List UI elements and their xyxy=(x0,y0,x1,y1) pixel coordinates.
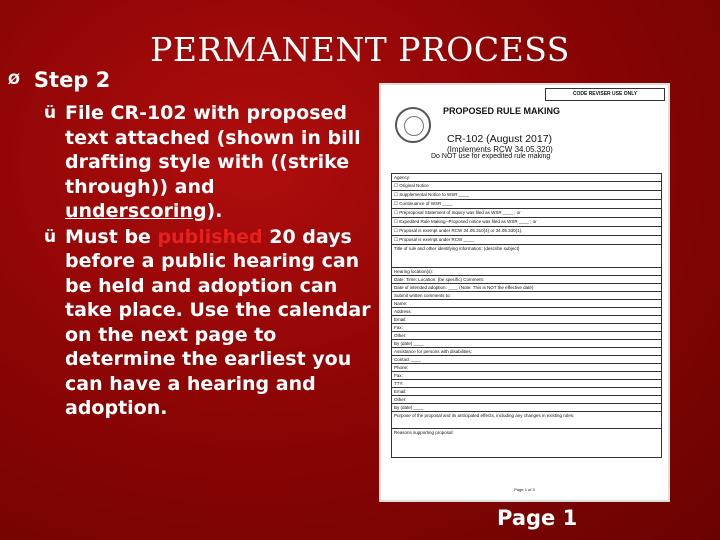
highlighted-text: published xyxy=(157,225,263,248)
bullet-item-file-cr102 xyxy=(44,101,374,224)
bullet-item-published xyxy=(44,225,374,421)
form-row: ☐ Continuance of WSR ____ xyxy=(391,199,662,208)
form-subtitle: (Implements RCW 34.05.320) xyxy=(447,145,553,154)
form-footer: Page 1 of 3 xyxy=(514,487,535,492)
checkmark-icon: ü xyxy=(44,103,57,123)
form-heading: PROPOSED RULE MAKING xyxy=(443,106,561,116)
checkmark-icon: ü xyxy=(44,226,57,247)
form-row: Assistance for persons with disabilities: xyxy=(391,347,662,355)
bullet-text-part: Must be xyxy=(65,225,158,248)
bullet-text-part: 20 days before a public hearing can be held and adoption can take place. Use the calendar on the next page to determine the earliest you can have a hearing and adoption. xyxy=(65,225,371,419)
form-row: ☐ Supplemental Notice to WSR ____ xyxy=(391,190,662,199)
form-row: Title of rule and other identifying information: (describe subject) xyxy=(391,244,662,267)
state-seal-icon xyxy=(395,107,431,143)
form-row: Agency: xyxy=(391,173,662,181)
form-row: Reasons supporting proposal: xyxy=(391,428,662,458)
form-row: Hearing location(s): xyxy=(391,267,662,275)
page-label: Page 1 xyxy=(497,506,578,530)
underlined-text: underscoring xyxy=(65,200,207,222)
form-row: Other: xyxy=(391,331,662,339)
form-row: TTY: xyxy=(391,379,662,387)
form-row: ☐ Proposal is exempt under RCW ____ xyxy=(391,235,662,244)
bullet-text-part: ). xyxy=(206,200,223,222)
form-row: ☐ Original Notice xyxy=(391,181,662,190)
form-row: Fax: xyxy=(391,371,662,379)
form-rows xyxy=(391,173,662,458)
form-row: Purpose of the proposal and its anticipated effects, including any changes in existing rules: xyxy=(391,411,662,428)
form-row: Submit written comments to: xyxy=(391,291,662,299)
bullet-text-part: File CR-102 with proposed text attached (shown in bill drafting style with ((strike through)) and xyxy=(65,102,361,198)
form-row: Date of intended adoption: ____ (Note: This is NOT the effective date) xyxy=(391,283,662,291)
form-row: Other: xyxy=(391,395,662,403)
form-row: By (date) ____ xyxy=(391,339,662,347)
form-row: By (date) ____ xyxy=(391,403,662,411)
form-row: Contact ____ xyxy=(391,355,662,363)
form-title: CR-102 (August 2017) xyxy=(447,133,553,145)
code-reviser-box: CODE REVISER USE ONLY xyxy=(545,88,665,101)
form-row: ☐ Proposal is exempt under RCW 34.05.310(4) or 34.05.330(1). xyxy=(391,226,662,235)
form-row: Address: xyxy=(391,307,662,315)
form-row: ☐ Preproposal Statement of Inquiry was filed as WSR ____ ; or xyxy=(391,208,662,217)
bullet-list xyxy=(44,101,374,421)
form-row: Phone: xyxy=(391,363,662,371)
cr102-form-image xyxy=(379,83,670,502)
arrow-bullet-icon: Ø xyxy=(8,72,20,88)
form-row: Fax: xyxy=(391,323,662,331)
step-heading xyxy=(8,68,110,92)
step-label: Step 2 xyxy=(33,68,111,92)
form-row: Email: xyxy=(391,387,662,395)
form-row: Date: Time: Location: (be specific) Comment: xyxy=(391,275,662,283)
bullet-text xyxy=(65,101,374,224)
form-row: ☐ Expedited Rule Making--Proposed notice was filed as WSR ____ ; or xyxy=(391,217,662,226)
slide-title: PERMANENT PROCESS xyxy=(150,30,570,69)
bullet-text xyxy=(65,225,374,421)
form-note: Do NOT use for expedited rule making xyxy=(431,153,551,160)
form-row: Name: xyxy=(391,299,662,307)
form-row: Email: xyxy=(391,315,662,323)
